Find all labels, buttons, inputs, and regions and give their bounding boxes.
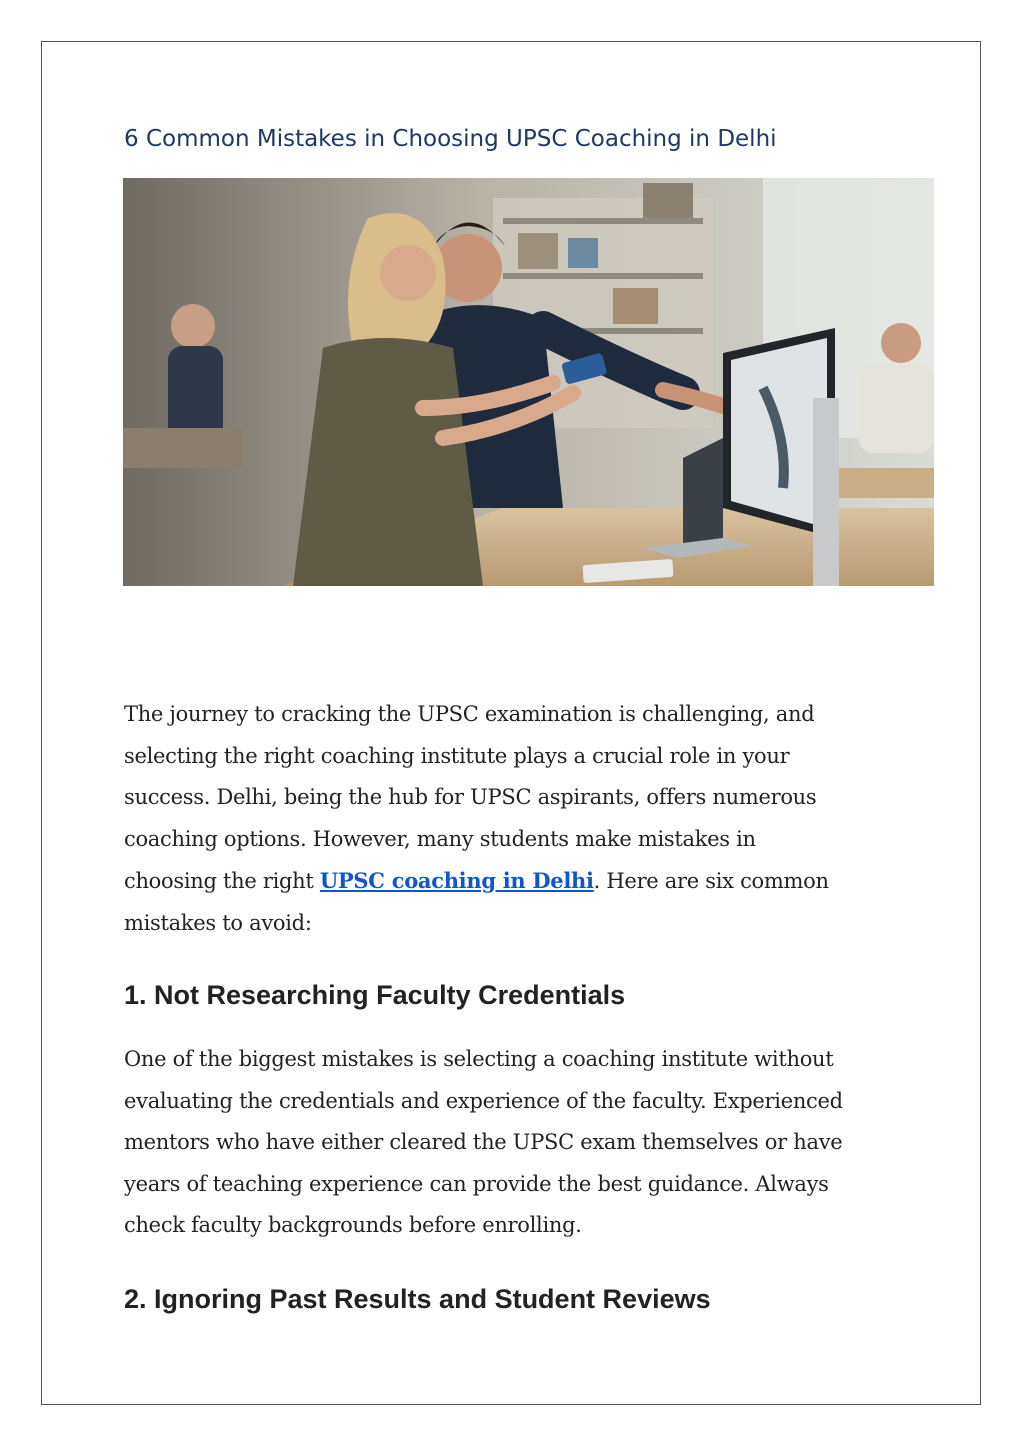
intro-paragraph [124,694,924,944]
intro-line-5 [124,860,924,903]
intro-line-2: selecting the right coaching institute plays a crucial role in your [124,743,790,768]
intro-line-5-before: choosing the right [124,869,320,893]
section-1-line-5: check faculty backgrounds before enrolling. [124,1213,582,1237]
section-1-line-2: evaluating the credentials and experience of the faculty. Experienced [124,1088,843,1113]
upsc-coaching-link[interactable]: UPSC coaching in Delhi [319,868,594,893]
section-1-line-1: One of the biggest mistakes is selecting a coaching institute without [124,1047,834,1071]
document-title: 6 Common Mistakes in Choosing UPSC Coaching in Delhi [124,126,777,152]
section-1-heading: 1. Not Researching Faculty Credentials [124,980,626,1010]
section-1-line-3: mentors who have either cleared the UPSC exam themselves or have [124,1130,843,1154]
intro-line-4: coaching options. However, many students make mistakes in [124,826,756,851]
intro-line-5-after: . Here are six common [593,869,829,893]
photo-icon [123,178,934,586]
hero-image [123,178,934,586]
section-2-heading: 2. Ignoring Past Results and Student Reviews [124,1284,711,1314]
section-1-line-4: years of teaching experience can provide the best guidance. Always [124,1171,829,1196]
intro-line-3: success. Delhi, being the hub for UPSC aspirants, offers numerous [124,785,817,809]
intro-line-6: mistakes to avoid: [124,910,312,935]
section-1-paragraph [124,1039,924,1247]
intro-line-1: The journey to cracking the UPSC examination is challenging, and [124,702,815,726]
